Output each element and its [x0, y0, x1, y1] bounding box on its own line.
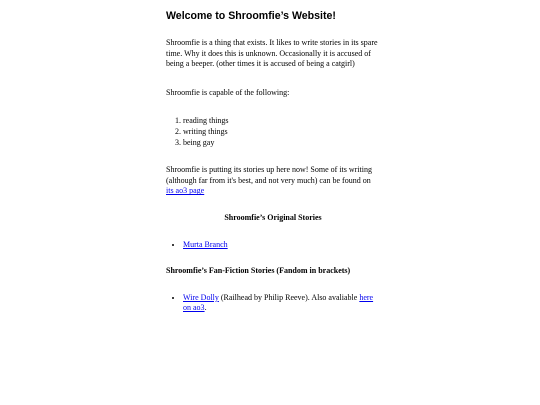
stories-note: [166, 165, 380, 197]
wire-dolly-link[interactable]: Wire Dolly: [183, 292, 219, 302]
skills-list: [166, 116, 380, 148]
fanfic-description: (Railhead by Philip Reeve). Also avaliable: [218, 292, 360, 302]
intro-paragraph: Shroomfie is a thing that exists. It likes to write stories in its spare time. Why it does this is unknown. Occasionally it is accused of being a beeper. (other times it is accused of being a catgirl): [166, 38, 378, 69]
stories-note-text: Shroomfie is putting its stories up here now! Some of its writing (although far from it's best, and not very much) can be found on: [166, 165, 372, 185]
skill-item: 3. being gay: [183, 138, 380, 149]
list-item: [183, 293, 380, 314]
original-stories-heading: Shroomfie’s Original Stories: [224, 212, 322, 222]
page-title: Welcome to Shroomfie’s Website!: [166, 10, 336, 22]
capabilities-intro: Shroomfie is capable of the following:: [166, 87, 290, 97]
skill-item: 1. reading things: [183, 116, 380, 127]
list-item: [183, 240, 380, 251]
skill-item: 2. writing things: [183, 127, 380, 138]
fanfic-end-period: .: [204, 303, 207, 313]
murta-branch-link[interactable]: Murta Branch: [183, 239, 228, 249]
here-on-ao3-link[interactable]: here on ao3: [183, 292, 374, 313]
fanfic-stories-heading: Shroomfie’s Fan-Fiction Stories (Fandom in brackets): [166, 266, 351, 276]
ao3-page-link[interactable]: its ao3 page: [166, 186, 205, 196]
main-content: [166, 10, 380, 314]
original-stories-list: [166, 240, 380, 251]
fanfic-stories-list: [166, 293, 380, 314]
